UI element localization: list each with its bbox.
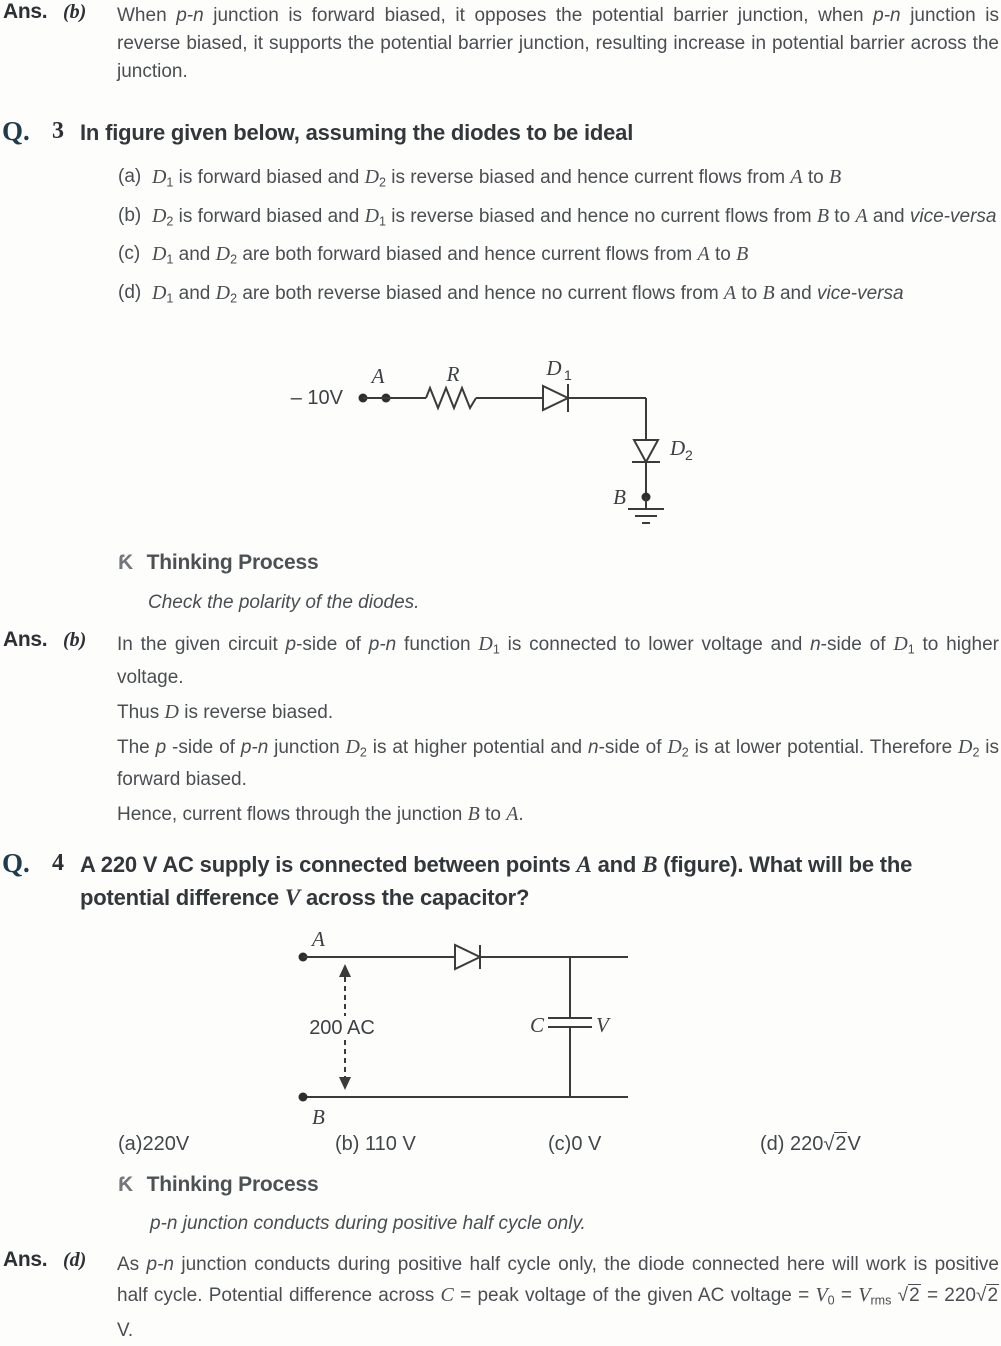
answer-paragraph: Hence, current flows through the junction B to A. bbox=[117, 803, 524, 825]
answer-text: When p-n junction is forward biased, it opposes the potential barrier junction, when p-n junction is reverse biased, it supports the potential barrier junction, resulting increase in potential barrier across the junction. bbox=[117, 5, 999, 82]
answer-text: As p-n junction conducts during positive half cycle only, the diode connected here will work is positive half cycle. Potential difference across C = peak voltage of the given AC voltage = V0 = Vrms √2 = 220√2 V. bbox=[117, 1254, 999, 1341]
answer-option-letter: (b) bbox=[63, 629, 87, 651]
supply-label: 200 AC bbox=[309, 1017, 375, 1039]
option-c bbox=[118, 240, 1001, 274]
diode-symbol bbox=[455, 945, 480, 969]
node-b-dot bbox=[299, 1093, 308, 1102]
question-title: In figure given below, assuming the diodes to be ideal bbox=[80, 120, 634, 145]
diode-d1-label-sub: 1 bbox=[564, 367, 572, 383]
option-text: D1 and D2 are both forward biased and hence current flows from A to B bbox=[152, 243, 749, 267]
answer-block-q4 bbox=[0, 1250, 1001, 1346]
answer-paragraph: In the given circuit p-side of p-n function D1 is connected to lower voltage and n-side of D1 to higher voltage. bbox=[117, 633, 999, 688]
answer-block-q3 bbox=[0, 630, 1001, 835]
question-number: 3 bbox=[52, 118, 64, 144]
thinking-process-header bbox=[118, 1173, 318, 1197]
ground-symbol bbox=[628, 497, 664, 523]
thinking-process-note: Check the polarity of the diodes. bbox=[148, 592, 420, 613]
answer-label: Ans. bbox=[3, 1248, 48, 1271]
question-mark: Q. bbox=[2, 116, 30, 146]
thinking-process-note: p-n junction conducts during positive half cycle only. bbox=[150, 1213, 586, 1234]
resistor-symbol bbox=[426, 388, 476, 408]
thinking-process-title: Thinking Process bbox=[146, 551, 319, 574]
option-text: D2 is forward biased and D1 is reverse biased and hence no current flows from B to A and vice-versa bbox=[152, 204, 997, 228]
option-a: (a)220V bbox=[118, 1133, 190, 1155]
diode-d2-symbol bbox=[632, 440, 660, 462]
node-a-label: A bbox=[312, 928, 325, 951]
question-number: 4 bbox=[52, 850, 64, 876]
diode-d1-symbol bbox=[543, 384, 568, 412]
diode-d1-label: D bbox=[546, 356, 562, 380]
question-3 bbox=[0, 116, 1001, 149]
option-marker: (c) bbox=[118, 243, 141, 264]
option-text: D1 and D2 are both reverse biased and hence no current flows from A to B and vice-versa bbox=[152, 281, 904, 305]
thinking-process-icon: Ƙ bbox=[118, 1173, 134, 1196]
option-d: (d) 220√2V bbox=[760, 1133, 861, 1155]
option-b bbox=[118, 202, 1001, 236]
node-b-label: B bbox=[312, 1105, 325, 1129]
answer-text bbox=[117, 630, 999, 829]
voltage-label: V bbox=[596, 1013, 609, 1037]
answer-paragraph: Thus D is reverse biased. bbox=[117, 700, 334, 723]
option-c: (c)0 V bbox=[548, 1133, 602, 1155]
circuit-diagram-q3 bbox=[278, 353, 718, 538]
thinking-process-header bbox=[118, 551, 318, 575]
question-mark: Q. bbox=[2, 848, 30, 878]
option-b: (b) 110 V bbox=[335, 1133, 416, 1155]
node-a-label: A bbox=[371, 364, 385, 388]
answer-option-letter: (d) bbox=[63, 1249, 87, 1271]
question-4 bbox=[0, 848, 1001, 914]
option-marker: (d) bbox=[118, 281, 142, 303]
node-b-label: B bbox=[613, 485, 626, 509]
answer-option-letter: (b) bbox=[63, 1, 87, 23]
q3-options bbox=[118, 163, 1001, 317]
diode-d2-label: D bbox=[670, 436, 686, 460]
answer-block-top bbox=[0, 2, 1001, 86]
option-d bbox=[118, 279, 1001, 313]
circuit1-labels bbox=[291, 356, 693, 509]
option-marker: (b) bbox=[118, 204, 142, 226]
diode-d2-label-sub: 2 bbox=[685, 447, 693, 463]
circuit-diagram-q4 bbox=[288, 928, 648, 1133]
answer-label: Ans. bbox=[3, 628, 48, 651]
answer-paragraph: The p -side of p-n junction D2 is at higher potential and n-side of D2 is at lower potential. Therefore D2 is forward biased. bbox=[117, 735, 1000, 790]
option-text: D1 is forward biased and D2 is reverse biased and hence current flows from A to B bbox=[152, 166, 842, 190]
source-voltage-label: – 10V bbox=[290, 387, 343, 409]
thinking-process-icon: Ƙ bbox=[118, 551, 134, 574]
resistor-label: R bbox=[446, 362, 460, 386]
thinking-process-title: Thinking Process bbox=[146, 1173, 319, 1196]
capacitor-label: C bbox=[529, 1013, 544, 1037]
option-marker: (a) bbox=[118, 166, 142, 187]
option-a bbox=[118, 163, 1001, 197]
question-title: A 220 V AC supply is connected between points A and B (figure). What will be the potential difference V across the capacitor? bbox=[80, 851, 913, 910]
q4-options bbox=[0, 1133, 1001, 1163]
answer-label: Ans. bbox=[3, 0, 48, 23]
capacitor-symbol bbox=[548, 957, 592, 1097]
